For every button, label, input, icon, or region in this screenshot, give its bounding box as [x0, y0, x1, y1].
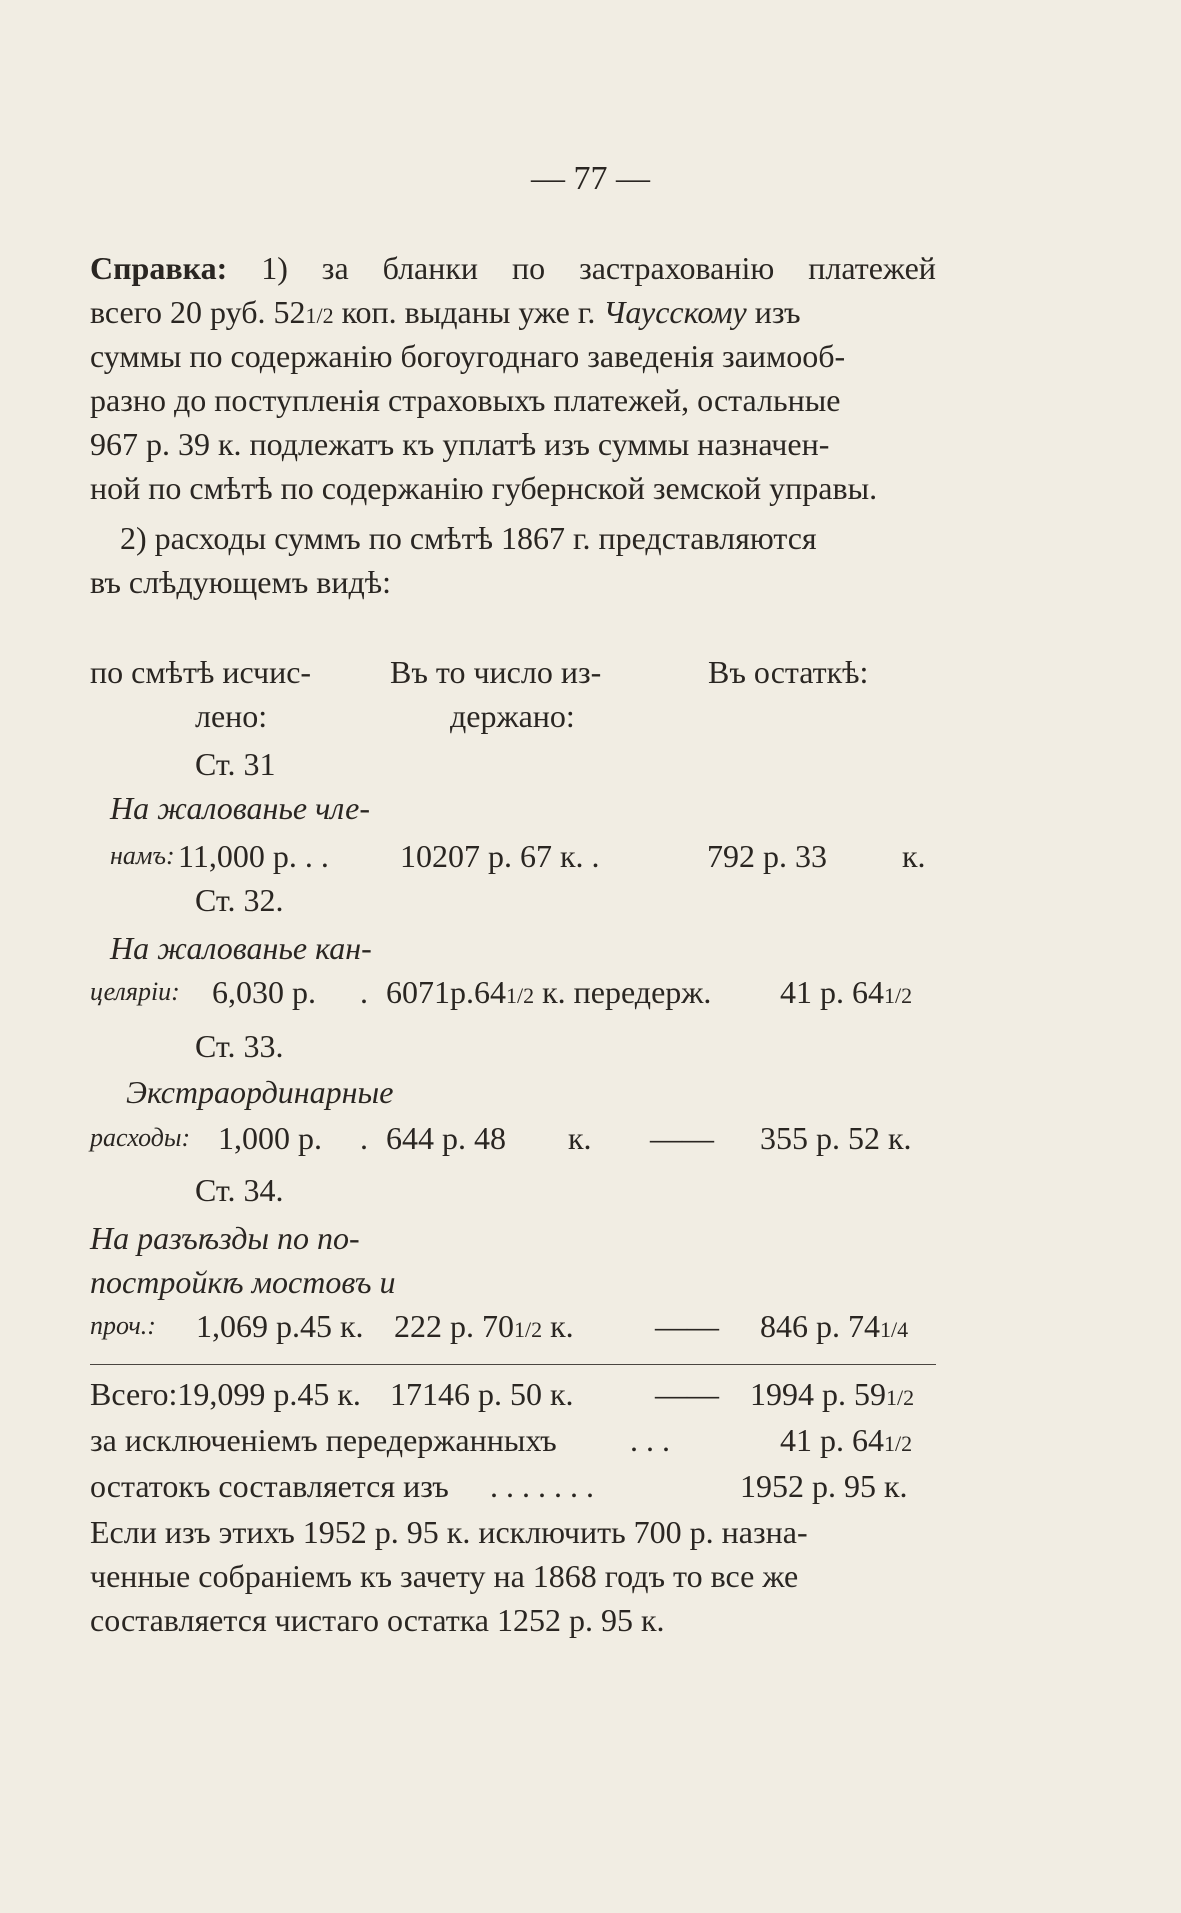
remain-cell: 41 р. 641/2 [780, 974, 913, 1010]
budget-cell: 1,000 р. [218, 1120, 322, 1156]
remainder-row: остатокъ составляется изъ . . . . . . . 1952 р. 95 к. [90, 1468, 908, 1504]
para1-line5: 967 р. 39 к. подлежатъ къ уплатѣ изъ суммы назначен- [90, 426, 830, 462]
remain-cell: 792 р. 33 [707, 838, 827, 874]
dash: —— [655, 1376, 719, 1412]
row34-values: проч.: 1,069 р.45 к. 222 р. 701/2 к. —— 846 р. 741/4 [90, 1306, 936, 1346]
closing-line1: Если изъ этихъ 1952 р. 95 к. исключить 700 р. назна- [90, 1514, 808, 1550]
closing-line2: ченные собраніемъ къ зачету на 1868 годъ то все же [90, 1558, 799, 1594]
para2-line2: въ слѣдующемъ видѣ: [90, 564, 392, 600]
article-32: Ст. 32. [195, 882, 284, 918]
row32-values: целяріи: 6,030 р. . 6071р.641/2 к. передерж. 41 р. 641/2 [90, 972, 936, 1012]
total-spent: 17146 р. 50 к. [390, 1376, 574, 1412]
total-budget: Всего:19,099 р.45 к. [90, 1376, 361, 1412]
article-31: Ст. 31 [195, 746, 276, 782]
para1-line3: суммы по содержанію богоугоднаго заведенія заимооб- [90, 338, 846, 374]
reference-label: Справка: [90, 250, 228, 286]
total-row [90, 1374, 936, 1414]
spent-cell: 644 р. 48 [386, 1120, 506, 1156]
para2-line1: 2) расходы суммъ по смѣтѣ 1867 г. представляются [120, 520, 817, 556]
row34-label1: На разъѣзды по по- [90, 1220, 360, 1256]
row32-label: На жалованье кан- [110, 930, 372, 966]
header-remain: Въ остаткѣ: [708, 654, 869, 690]
exclusion-row: за исключеніемъ передержанныхъ . . . 41 р. 641/2 [90, 1420, 936, 1460]
closing-line3: составляется чистаго остатка 1252 р. 95 к. [90, 1602, 665, 1638]
spent-cell: 10207 р. 67 к. . [400, 838, 600, 874]
para1-line2: всего 20 руб. 521/2 коп. выданы уже г. Чаусскому изъ [90, 294, 801, 330]
header-spent: Въ то число из- [390, 654, 602, 690]
remain-cell: 355 р. 52 к. [760, 1120, 912, 1156]
row33-label: Экстраординарные [126, 1074, 394, 1110]
row31-values: намъ: 11,000 р. . . 10207 р. 67 к. . 792 р. 33 к. [110, 838, 926, 874]
budget-cell: 1,069 р.45 к. [196, 1308, 364, 1344]
total-rule [90, 1364, 936, 1365]
header-budget: по смѣтѣ исчис- [90, 654, 312, 690]
dash: —— [655, 1308, 719, 1344]
table-header-row2: лено: держано: [195, 698, 575, 734]
row34-label2: постройкѣ мостовъ и [90, 1264, 396, 1300]
spent-cell: 222 р. 701/2 к. [394, 1308, 574, 1344]
spent-cell: 6071р.641/2 к. передерж. [386, 974, 712, 1010]
dash: —— [650, 1120, 714, 1156]
budget-cell: 11,000 р. . . [178, 838, 329, 874]
para1-line4: разно до поступленія страховыхъ платежей, остальные [90, 382, 841, 418]
person-name: Чаусскому [603, 294, 747, 330]
page-number: — 77 — [531, 160, 650, 197]
para1-line1: Справка: 1) за бланки по застрахованію платежей [90, 250, 936, 286]
para1-line6: ной по смѣтѣ по содержанію губернской земской управы. [90, 470, 878, 506]
total-remain: 1994 р. 591/2 [750, 1376, 915, 1412]
article-34: Ст. 34. [195, 1172, 284, 1208]
row31-label: На жалованье чле- [110, 790, 370, 826]
remain-cell: 846 р. 741/4 [760, 1308, 909, 1344]
article-33: Ст. 33. [195, 1028, 284, 1064]
exclusion-value: 41 р. 641/2 [780, 1422, 913, 1458]
remainder-value: 1952 р. 95 к. [740, 1468, 908, 1504]
table-header-row1 [90, 652, 936, 692]
row33-values: расходы: 1,000 р. . 644 р. 48 к. —— 355 р. 52 к. [90, 1120, 912, 1156]
budget-cell: 6,030 р. [212, 974, 316, 1010]
